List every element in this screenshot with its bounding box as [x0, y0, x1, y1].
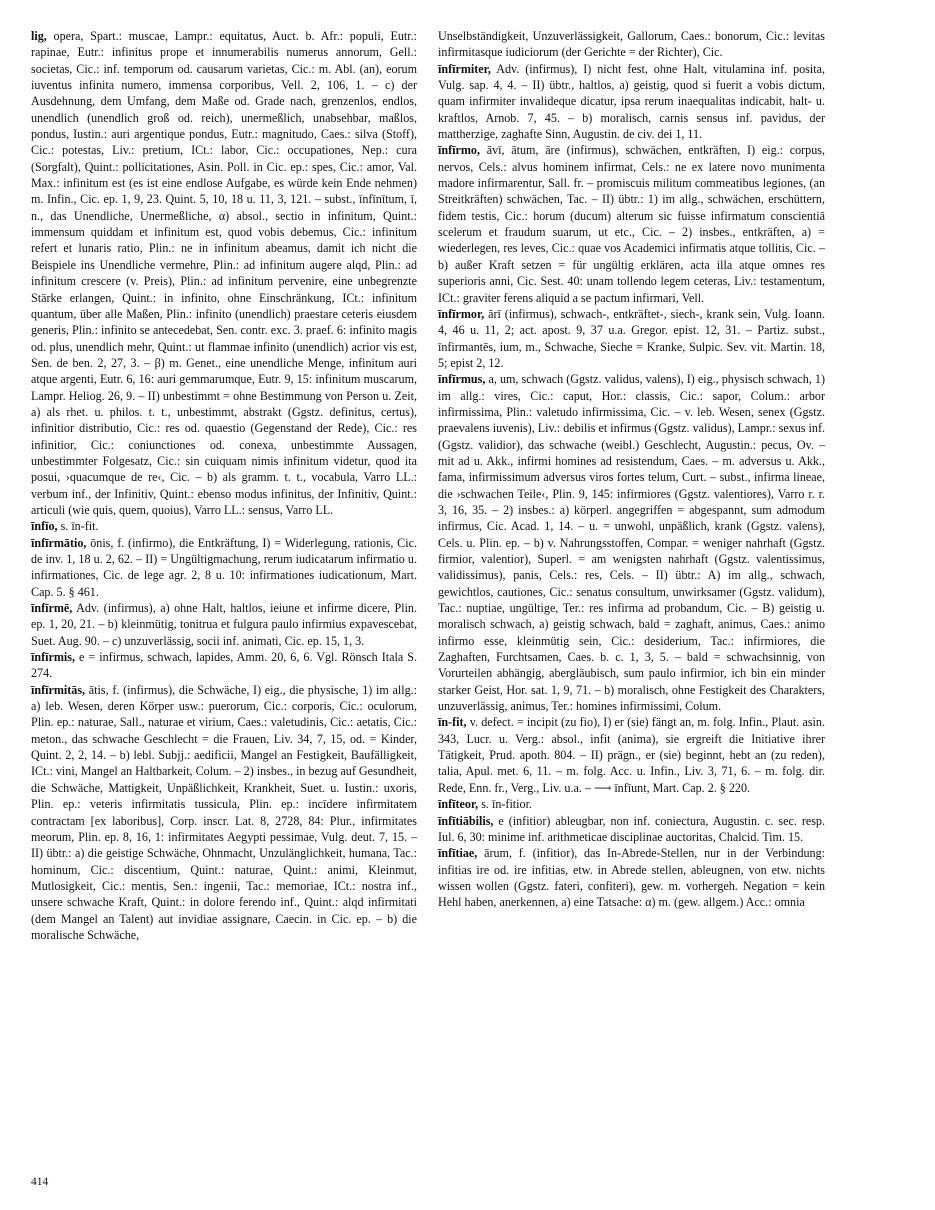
entry-headword: īnfīrmus,	[438, 372, 486, 387]
entry-headword: īnfīo,	[31, 519, 58, 534]
entry-definition: ātis, f. (infirmus), die Schwäche, I) eig., die physische, 1) im allg.: a) leb. Wesen, deren Körper usw.: puerorum, Cic.: corporis, Cic.: oculorum, Plin. ep.: naturae, Sall., naturae et virium, Caes.: valetudinis, Cic.: aetatis, Cic.: meton., das schwache Geschlecht = die Frauen, Liv. 34, 7, 15, od. = Kinder, Quint. 2, 2, 14. – b) lebl. Subjj.: aedificii, Mangel an Festigkeit, Baufälligkeit, ICt.: vini, Mangel an Haltbarkeit, Colum. – 2) insbes., in bezug auf Gesundheit, die Schwäche, Mattigkeit, Unpäßlichkeit, Krankheit, Suet. u. Iustin.: uxoris, Plin. ep.: veteris infirmitatis tussicula, Plin. ep.: incīdere infirmitatem contractam [ex laboribus], Corp. inscr. Lat. 8, 2728, 84: Plur., infirmitates meorum, Plin. ep. 8, 16, 1: infirmitates Aegypti pessimae, Vulg. deut. 7, 15. – II) übtr.: a) die geistige Schwäche, Ohnmacht, Unzulänglichkeit, humana, Tac.: hominum, Cic.: discentium, Quint.: naturae, Quint.: animi, Kleinmut, Mutlosigkeit, Cic.: mentis, Sen.: ingenii, Tac.: memoriae, ICt.: nostra inf., unsere schwache Kraft, Quint.: in dolore ferendo inf., Quint.: alqd infirmitati (dem Mangel an Talent) aut invidiae assignare, Caecin. in Cic. ep. – b) die moralische Schwäche,	[31, 682, 417, 942]
dictionary-entry	[438, 371, 825, 714]
entry-headword: lig,	[31, 29, 47, 43]
dictionary-entry	[438, 61, 825, 143]
entry-headword: īnfīrmis,	[31, 650, 76, 665]
dictionary-entry	[438, 142, 825, 305]
entry-definition: Adv. (infirmus), a) ohne Halt, haltlos, ieiune et infirme dicere, Plin. ep. 1, 20, 21. – b) kleinmütig, tonitrua et fulgura paulo infirmius expavescebat, Suet. Aug. 90. – c) unzuverlässig, socii inf. animati, Cic. ep. 15, 1, 3.	[31, 601, 417, 648]
entry-definition: opera, Spart.: muscae, Lampr.: equitatus, Auct. b. Afr.: populi, Eutr.: rapinae, Eutr.: infinitus prope et innumerabilis numerus annorum, Gell.: societas, Cic.: inf. temporum od. causarum varietas, Cic.: m. Abl. (an), eorum iuventus infinita numero, immensa corporibus, Vell. 2, 106, 1. – c) der Ausdehnung, dem Umfang, dem Maße od. Grade nach, grenzenlos, endlos, unendlich (unendlich groß od. reich), unermeßlich, unabsehbar, maßlos, pondus, Iustin.: auri argentique pondus, Eutr.: magnitudo, Caes.: silva (Stoff), Cic.: potestas, Liv.: pretium, ICt.: labor, Cic.: occupationes, Nep.: cura (Sorgfalt), Quint.: pollicitationes, Asin. Poll. in Cic. ep.: spes, Cic.: amor, Val. Max.: infinitum est (es ist eine endlose Aufgabe, es würde kein Ende nehmen) m. Infin., Cic. ep. 1, 9, 23. Quint. 5, 10, 18 u. 11, 3, 121. – subst., īnfīnītum, ī, n., das Unendliche, Unermeßliche, α) absol., sectio in infinitum, Quint.: immensum quiddam et infinitum est, quod vobis debemus, Cic.: infinitum refert et lunaris ratio, Plin.: ne in infinitum abeamus, damit ich nicht die Beispiele ins Unendliche vermehre, Plin.: ad infinitum augere alqd, Plin.: ad infinitum crescere (v. Preis), Plin.: ad infinitum pervenire, eine unbegrenzte Stärke erlangen, Quint.: in infinito, ohne Einschränkung, ICt.: infinitum quantum, über alle Maßen, Plin.: infinito (unendlich) praestare ceteris eiusdem generis, Plin.: infinito se antecedebat, Sen. contr. exc. 3. praef. 6: infinito magis od. plus, unendlich mehr, Quint.: ut flammae infinito (unendlich) acrior vis est, Sen. de ben. 2, 27, 3. – β) m. Genet., eine unendliche Menge, infinitum auri atque argenti, Eutr. 6, 16: auri gemmarumque, Eutr. 9, 15: infinitum muscarum, Lampr. Heliog. 26, 9. – II) unbestimmt = ohne Bestimmung von Person u. Zeit, a) als rhet. u. philos. t. t., unbestimmt, abstrakt (Ggstz. definitus, certus), infinitior distributio, Cic.: res od. quaestio (Gegenstand der Rede), Cic.: res infinitior, Cic.: coniunctiones od. conexa, unbestimmte Aussagen, unbestimmter Folgesatz, Cic.: sin cuiquam nimis infinitum videtur, quod ita posui, ›quacumque de re‹, Cic. – b) als gramm. t. t., vocabula, Varro LL.: verbum inf., der Infinitiv, Quint.: ebenso modus infinitus, der Infinitiv, Quint.: articuli (wie quis, quem, quoius), Varro LL.: sensus, Varro LL.	[31, 29, 417, 517]
dictionary-entry	[31, 649, 417, 682]
entry-headword: īn-fit,	[438, 715, 467, 730]
dictionary-entry	[438, 28, 825, 61]
dictionary-entry	[438, 796, 825, 812]
entry-definition: ārum, f. (infitior), das In-Abrede-Stellen, nur in der Verbindung: infitias ire od. ire infitias, etw. in Abrede stellen, ableugnen, von etw. nichts wissen wollen (Ggstz. fateri, confiteri), gew. m. vorhergeh. Negation = kein Hehl haben, anerkennen, a) eine Tatsache: α) m. (gew. allgem.) Acc.: omnia	[438, 846, 825, 910]
entry-headword: īnfīrmē,	[31, 601, 73, 616]
entry-definition: e = infirmus, schwach, lapides, Amm. 20, 6, 6. Vgl. Rönsch Itala S. 274.	[31, 650, 417, 681]
entry-headword: īnfīrmitās,	[31, 682, 86, 697]
entry-definition: e (infitior) ableugbar, non inf. coniectura, Augustin. c. sec. resp. Iul. 6, 30: minime inf. arithmeticae disciplinae auctoritas, Chalcid. Tim. 15.	[438, 813, 825, 844]
entry-definition: s. īn-fit.	[57, 519, 99, 534]
page-number: 414	[31, 1176, 49, 1188]
entry-definition: ōnis, f. (infirmo), die Entkräftung, I) = Widerlegung, rationis, Cic. de inv. 1, 18 u. 2, 62. – II) = Ungültigmachung, rerum iudicatarum infirmatio u. infirmationes, Cic. de lege agr. 2, 8 u. 10: infirmationes iudicationum, Mart. Cap. 5. § 461.	[31, 535, 417, 599]
entry-definition: Adv. (infirmus), I) nicht fest, ohne Halt, vitulamina inf. posita, Vulg. sap. 4, 4. – II) übtr., haltlos, a) geistig, quod si fuerit a vobis dictum, quam infirmiter invalideque dicatur, ipsa rerum inaequalitas indicabit, halt- u. kraftlos, Arnob. 7, 45. – b) moralisch, carnis sensus inf. pavidus, der mattherzige, zaghafte Sinn, Augustin. de civ. dei 1, 11.	[438, 61, 825, 142]
entry-definition: v. defect. = incipit (zu fio), I) er (sie) fängt an, m. folg. Infin., Plaut. asin. 343, Lucr. u. Verg.: absol., infit (anima), sie ergreift die Initiative ihrer Tätigkeit, Prud. apoth. 804. – II) prägn., er (sie) beginnt, hebt an (zu reden), talia, Apul. met. 6, 11. – m. folg. Acc. u. Infin., Liv. 3, 71, 6. – m. folg. dir. Rede, Enn. fr., Verg., Liv. u.a. – ⟶ īnfīunt, Mart. Cap. 2. § 220.	[438, 715, 825, 795]
dictionary-entry	[438, 813, 825, 846]
dictionary-entry	[31, 535, 417, 600]
dictionary-entry	[438, 306, 825, 371]
entry-headword: īnfītiābilis,	[438, 813, 494, 828]
dictionary-entry	[438, 845, 825, 910]
dictionary-entry	[31, 518, 417, 534]
entry-headword: īnfīrmātio,	[31, 535, 87, 550]
entry-headword: īnfīteor,	[438, 797, 479, 812]
entry-headword: īnfīrmo,	[438, 143, 480, 158]
left-column	[31, 28, 417, 943]
dictionary-entry	[31, 28, 417, 518]
right-column	[438, 28, 825, 911]
entry-headword: īnfīrmor,	[438, 306, 485, 321]
dictionary-entry	[31, 600, 417, 649]
entry-headword: īnfītiae,	[438, 846, 478, 861]
entry-headword: īnfīrmiter,	[438, 61, 491, 76]
entry-definition: a, um, schwach (Ggstz. validus, valens), I) eig., physisch schwach, 1) im allg.: vires, Cic.: caput, Hor.: classis, Cic.: sapor, Colum.: arbor infirmissima, Plin.: valetudo infirmissima, Cic. – v. leb. Wesen, senex (Ggstz. praevalens iuvenis), Liv.: debilis et infirmus (Ggstz. validus), Lampr.: sexus inf. (Ggstz. validior), das schwache (weibl.) Geschlecht, Augustin.: pecus, Ov. – mit ad u. Akk., infirmi homines ad resistendum, Caes. – m. adversus u. Akk., fama, infirmissimum adversus viros fortes telum, Curt. – subst., infirma lineae, die ›schwachen Teile‹, Plin. 9, 145: infirmiores (Ggstz. valentiores), Varro r. r. 3, 16, 35. – 2) insbes.: a) körperl. angegriffen = abgespannt, sum admodum infirmus, Cic. Acad. 1, 14. – u. = unwohl, unpäßlich, krank (Ggstz. valens), Cels. u. Plin. ep. – b) v. Nahrungsstoffen, Compar. = weniger nahrhaft (Ggstz. firmior, valentior), Superl. = am wenigsten nahrhaft (Ggstz. valentissimus, validissimus), panis, Cels.: res, Cels. – II) übtr.: A) im allg., schwach, gewichtlos, cautiones, Cic.: senatus consultum, unwirksamer (Ggstz. validum), Tac.: nuptiae, ungültige, Ter.: res infirma ad probandum, Cic. – B) geistig u. moralisch schwach, a) geistig schwach, bald = zaghaft, animus, Caes.: animo infirmo esse, kleinmütig sein, Cic.: desiderium, Tac.: infirmiores, die Zaghaften, Furchtsamen, Caes. b. c. 1, 3, 5. – bald = schwachsinnig, von Vorurteilen abhängig, abergläubisch, sum paulo infirmior, ich bin ein minder starker Geist, Hor. sat. 1, 9, 71. – b) moralisch, ohne Festigkeit des Charakters, unzuverlässig, animus, Ter.: homines infirmissimi, Colum.	[438, 372, 825, 714]
dictionary-entry	[438, 714, 825, 796]
entry-definition: ārī (infirmus), schwach-, entkräftet-, siech-, krank sein, Vulg. Ioann. 4, 46 u. 11, 2; act. apost. 9, 37 u.a. Gregor. epist. 12, 31. – Partiz. subst., īnfirmantēs, ium, m., Schwache, Sieche = Kranke, Sulpic. Sev. vit. Martin. 18, 5; epist 2, 12.	[438, 306, 825, 370]
dictionary-entry	[31, 682, 417, 944]
entry-definition: s. īn-fitior.	[478, 797, 532, 812]
entry-definition: āvī, ātum, āre (infirmus), schwächen, entkräften, I) eig.: corpus, nervos, Cels.: alvus hominem infirmat, Cels.: ne ex latere novo munimenta madore infirmarentur, Sall. fr. – promiscuis militum commeatibus legiones, (an Streitkräften) schwächen, Tac. – II) übtr.: 1) im allg., schwächen, erschüttern, fidem testis, Cic.: horum (ducum) alterum sic fuisse infirmatum conscientiā scelerum et fraudum suarum, ut etc., Cic. – 2) insbes., entkräften, a) = wiederlegen, res leves, Cic.: quae vos Academici infirmatis atque tollitis, Cic. – b) außer Kraft setzen = für ungültig erklären, acta illa atque omnes res superioris anni, Cic. Sest. 40: unam tollendo legem ceteras, Liv.: testamentum, ICt.: graviter ferens aliquid a se pactum infirmari, Vell.	[438, 143, 825, 305]
entry-definition: Unselbständigkeit, Unzuverlässigkeit, Gallorum, Caes.: bonorum, Cic.: levitas infirmitasque iudiciorum (der Gerichte = der Richter), Cic.	[438, 29, 825, 60]
